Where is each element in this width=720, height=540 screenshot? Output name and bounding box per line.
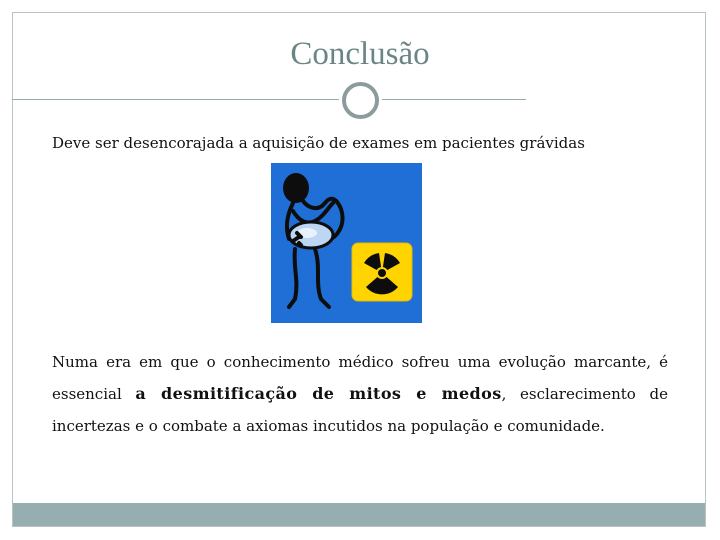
intro-text: Deve ser desencorajada a aquisição de exames em pacientes grávidas (52, 134, 585, 152)
title-divider-left (12, 99, 339, 100)
conclusion-paragraph (52, 346, 668, 442)
slide-title: Conclusão (290, 36, 430, 72)
footer-bar (13, 503, 705, 526)
pregnancy-radiation-illustration (271, 163, 422, 323)
paragraph-emphasis: a desmitificação de mitos e medos (135, 384, 502, 403)
title-divider-right (382, 99, 526, 100)
radiation-warning-icon (352, 243, 412, 301)
paragraph-text-start: Numa era em que o conhecimento médico sofreu uma evolução marcante, é essencial (52, 353, 668, 403)
title-divider-circle-icon (342, 82, 379, 119)
paragraph-text-end: , esclarecimento de incertezas e o combate a axiomas incutidos na população e comunidade. (52, 385, 668, 435)
